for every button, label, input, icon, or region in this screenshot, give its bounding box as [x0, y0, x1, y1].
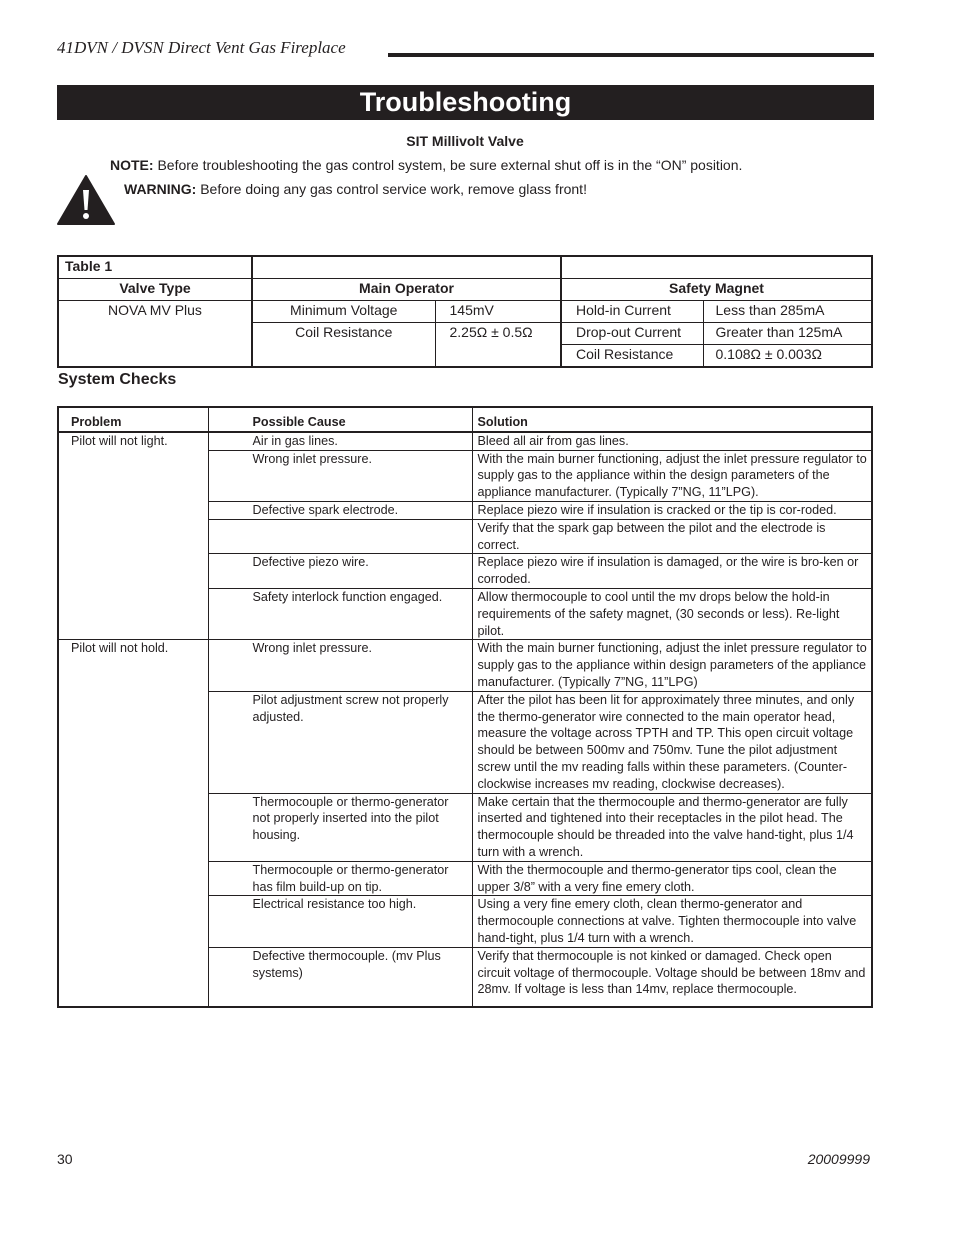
- spec-label: Coil Resistance: [561, 345, 703, 368]
- valve-name: NOVA MV Plus: [58, 301, 252, 368]
- problem-cell: Pilot will not light.: [58, 432, 208, 640]
- solution-cell: With the main burner functioning, adjust the inlet pressure regulator to supply gas to the appliance within design parameters of the appliance manufacturer. (Typically 7”NG, 11”LPG): [472, 640, 872, 691]
- document-number: 20009999: [807, 1151, 870, 1167]
- solution-cell: Bleed all air from gas lines.: [472, 432, 872, 450]
- cause-cell: Air in gas lines.: [208, 432, 472, 450]
- system-checks-heading: System Checks: [58, 371, 177, 388]
- solution-cell: After the pilot has been lit for approximately three minutes, and only the thermo-generator wire connected to the main operator head, measure the voltage across TPTH and TP. This open circuit voltage should be between 500mv and 750mv. Tune the pilot adjustment screw until the mv reading falls within these parameters. (Counter-clockwise increases mv reading, clockwise decreases).: [472, 691, 872, 793]
- cause-cell: Defective piezo wire.: [208, 554, 472, 589]
- table-cell: [252, 256, 561, 279]
- solution-cell: Verify that the spark gap between the pilot and the electrode is correct.: [472, 519, 872, 554]
- note-line: [110, 157, 742, 173]
- header-safety-magnet: Safety Magnet: [561, 279, 872, 301]
- cause-cell: Pilot adjustment screw not properly adjusted.: [208, 691, 472, 793]
- document-title: 41DVN / DVSN Direct Vent Gas Fireplace: [57, 38, 346, 57]
- cause-cell: Wrong inlet pressure.: [208, 640, 472, 691]
- problem-cell: Pilot will not hold.: [58, 640, 208, 1007]
- cause-cell: Safety interlock function engaged.: [208, 588, 472, 639]
- column-header-problem: Problem: [58, 407, 208, 432]
- solution-cell: Replace piezo wire if insulation is cracked or the tip is cor-roded.: [472, 501, 872, 519]
- note-text: Before troubleshooting the gas control system, be sure external shut off is in the “ON” position.: [153, 157, 743, 173]
- solution-cell: Make certain that the thermocouple and thermo-generator are fully inserted and tightened into their receptacles in the pilot head. The thermocouple should be threaded into the valve hand-tight, plus 1/4 turn with a wrench.: [472, 793, 872, 861]
- warning-line: [124, 181, 587, 197]
- spec-value: Less than 285mA: [703, 301, 872, 323]
- spec-label: Hold-in Current: [561, 301, 703, 323]
- cause-cell: Wrong inlet pressure.: [208, 450, 472, 501]
- solution-cell: Replace piezo wire if insulation is damaged, or the wire is bro-ken or corroded.: [472, 554, 872, 589]
- spec-label: Minimum Voltage: [252, 301, 435, 323]
- valve-specs-table: [57, 255, 873, 368]
- solution-cell: With the main burner functioning, adjust the inlet pressure regulator to supply gas to the appliance within the design parameters of the appliance manufacturer. (Typically 7”NG, 11”LPG).: [472, 450, 872, 501]
- note-label: NOTE:: [110, 157, 154, 173]
- spec-value: Greater than 125mA: [703, 323, 872, 345]
- cause-cell: Electrical resistance too high.: [208, 896, 472, 947]
- solution-cell: Allow thermocouple to cool until the mv drops below the hold-in requirements of the safety magnet, (30 seconds or less). Re-light pilot.: [472, 588, 872, 639]
- warning-label: WARNING:: [124, 181, 197, 197]
- header-main-operator: Main Operator: [252, 279, 561, 301]
- solution-cell: With the thermocouple and thermo-generator tips cool, clean the upper 3/8” with a very fine emery cloth.: [472, 861, 872, 896]
- spec-value: 0.108Ω ± 0.003Ω: [703, 345, 872, 368]
- header-valve-type: Valve Type: [58, 279, 252, 301]
- cause-cell: Defective spark electrode.: [208, 501, 472, 519]
- warning-triangle-icon: [56, 174, 116, 226]
- spec-label: Drop-out Current: [561, 323, 703, 345]
- column-header-cause: Possible Cause: [208, 407, 472, 432]
- header-rule: [388, 53, 874, 57]
- solution-cell: Using a very fine emery cloth, clean thermo-generator and thermocouple connections at valve. Tighten thermocouple into valve hand-tight, plus 1/4 turn with a wrench.: [472, 896, 872, 947]
- section-title: Troubleshooting: [57, 85, 874, 120]
- solution-cell: Verify that thermocouple is not kinked or damaged. Check open circuit voltage of thermocouple. Voltage should be between 18mv and 28mv. If voltage is less than 14mv, replace thermocouple.: [477, 948, 866, 997]
- spec-value: 145mV: [435, 301, 561, 323]
- spec-label: Coil Resistance: [252, 323, 435, 368]
- table-cell: [561, 256, 872, 279]
- page-number: 30: [57, 1151, 73, 1167]
- cause-cell: Thermocouple or thermo-generator has film build-up on tip.: [208, 861, 472, 896]
- system-checks-table: [57, 406, 873, 1008]
- column-header-solution: Solution: [472, 407, 872, 432]
- cause-cell: Defective thermocouple. (mv Plus systems): [208, 947, 472, 1007]
- table-caption: Table 1: [58, 256, 252, 279]
- spec-value: 2.25Ω ± 0.5Ω: [435, 323, 561, 368]
- cause-cell: [208, 519, 472, 554]
- warning-text: Before doing any gas control service work, remove glass front!: [196, 181, 587, 197]
- subtitle: SIT Millivolt Valve: [406, 133, 524, 149]
- cause-cell: Thermocouple or thermo-generator not properly inserted into the pilot housing.: [208, 793, 472, 861]
